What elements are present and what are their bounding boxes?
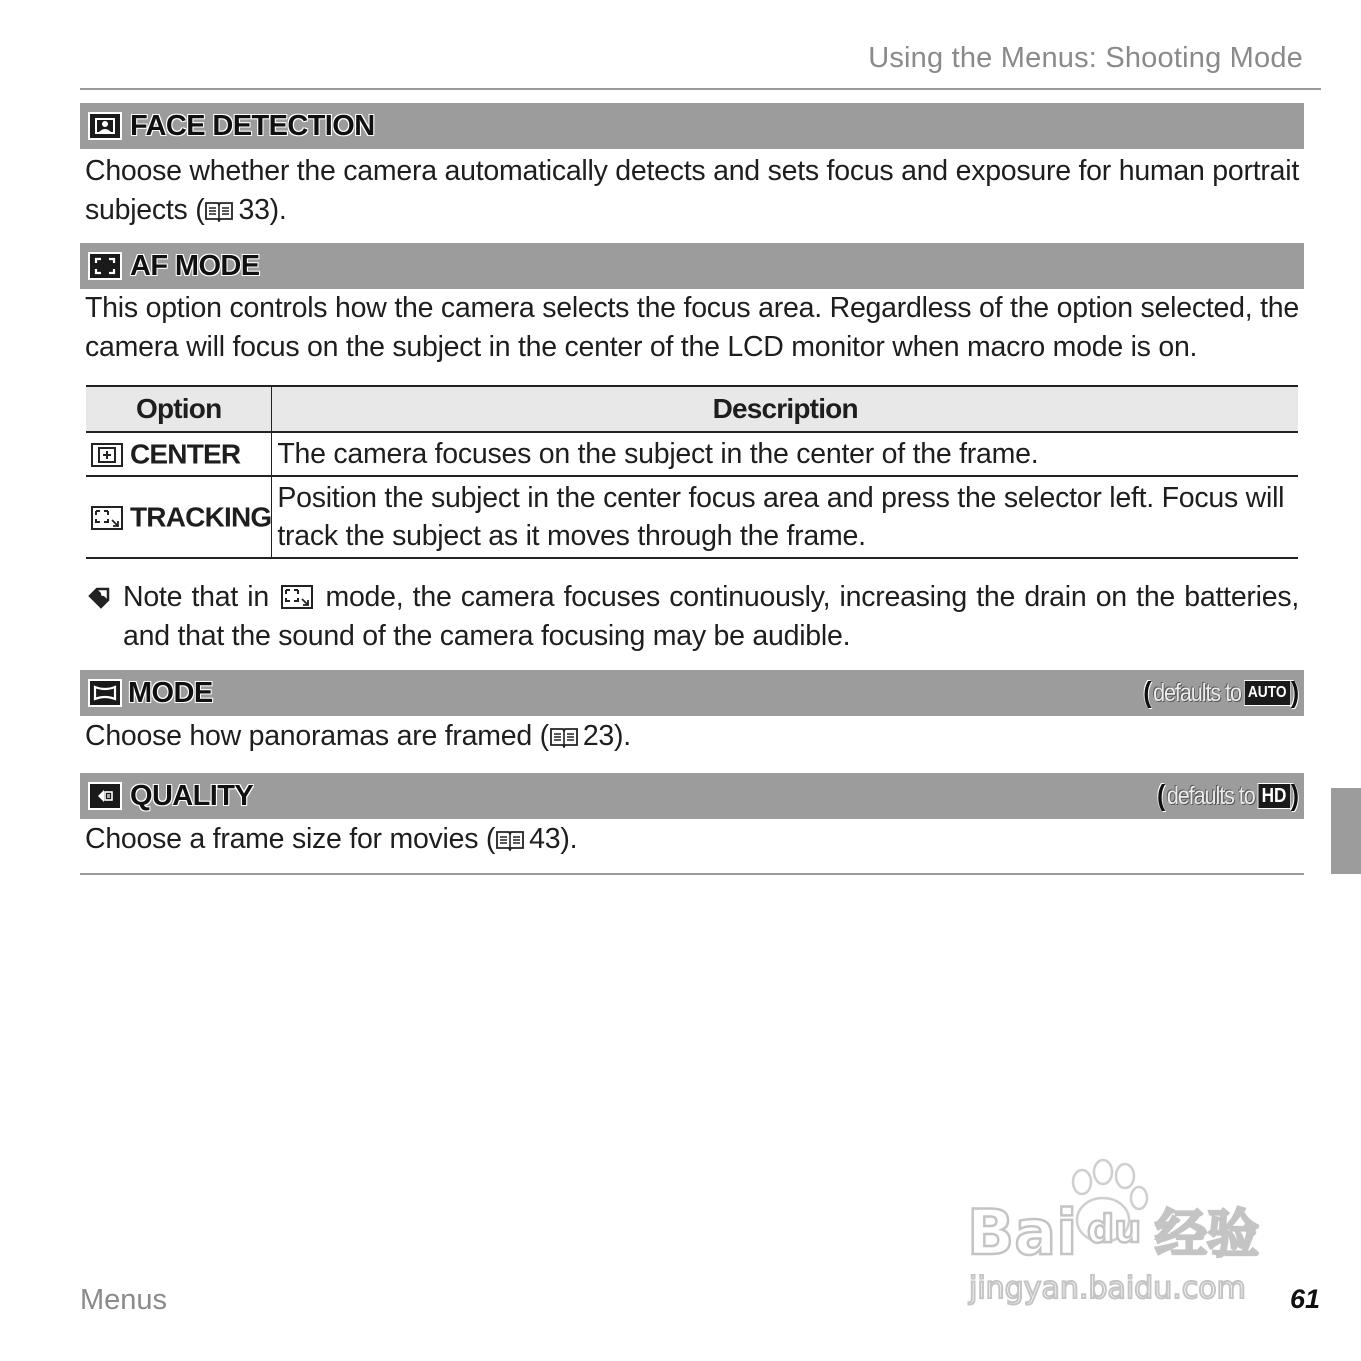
panorama-default: ( defaults to AUTO ) <box>1143 676 1298 709</box>
book-reference-icon <box>204 200 234 222</box>
svg-text:Bai: Bai <box>967 1196 1078 1269</box>
face-detection-icon <box>88 112 122 140</box>
option-cell <box>86 432 272 476</box>
defaults-label: defaults to <box>1152 678 1241 707</box>
svg-text:经验: 经验 <box>1155 1205 1260 1265</box>
note-icon <box>87 586 111 610</box>
center-focus-icon <box>90 442 124 468</box>
tracking-mode-icon <box>280 584 314 610</box>
movie-quality-icon <box>88 782 122 810</box>
default-hd-badge: HD <box>1257 783 1290 809</box>
header-rule <box>80 88 1321 90</box>
svg-text:du: du <box>1087 1207 1142 1251</box>
book-reference-icon <box>549 726 579 748</box>
option-cell <box>86 476 272 558</box>
movie-quality-description: Choose a frame size for movies ( 43). <box>85 823 578 855</box>
option-name: TRACKING <box>130 501 272 533</box>
note-text: Note that in mode, the camera focuses continuously, increasing the drain on the batteries, and that the sound of the camera focusing may be audible. <box>123 581 1300 652</box>
table-header-description: Description <box>272 386 1298 432</box>
table-row <box>86 432 1298 476</box>
movie-quality-default: ( defaults to HD ) <box>1156 779 1298 812</box>
af-mode-description: This option controls how the camera selects the focus area. Regardless of the option selected, the camera will focus on the subject in the center of the LCD monitor when macro mode is on. <box>85 292 1299 363</box>
af-mode-options-table <box>86 385 1298 559</box>
tracking-focus-icon <box>90 505 124 531</box>
footer-section-name: Menus <box>80 1284 168 1316</box>
af-frame-icon <box>88 252 122 280</box>
panorama-icon <box>88 679 122 707</box>
tracking-note <box>85 578 1299 655</box>
chapter-side-tab <box>1331 788 1361 874</box>
table-header-option: Option <box>86 386 272 432</box>
movie-quality-title: QUALITY <box>130 779 254 812</box>
option-description: Position the subject in the center focus area and press the selector left. Focus will track the subject as it moves through the frame. <box>272 476 1298 558</box>
face-detection-description: Choose whether the camera automatically detects and sets focus and exposure for human portrait subjects ( 33). <box>85 155 1299 226</box>
page-number: 61 <box>1290 1284 1321 1314</box>
book-reference-icon <box>495 829 525 851</box>
defaults-label: defaults to <box>1166 781 1255 810</box>
movie-quality-bar <box>80 773 1304 819</box>
af-mode-bar <box>80 243 1304 289</box>
page-ref: 43 <box>529 823 561 855</box>
panorama-mode-bar <box>80 670 1304 716</box>
baidu-jingyan-watermark <box>965 1158 1295 1308</box>
af-mode-title: AF MODE <box>130 249 260 282</box>
panorama-mode-title: MODE <box>128 676 213 709</box>
face-detection-title: FACE DETECTION <box>130 109 375 142</box>
running-header: Using the Menus: Shooting Mode <box>868 42 1303 74</box>
default-auto-badge: AUTO <box>1243 680 1290 706</box>
panorama-mode-description: Choose how panoramas are framed ( 23). <box>85 720 631 752</box>
table-row <box>86 476 1298 558</box>
option-description: The camera focuses on the subject in the center of the frame. <box>272 432 1298 476</box>
option-name: CENTER <box>130 438 241 470</box>
svg-text:jingyan.baidu.com: jingyan.baidu.com <box>969 1271 1246 1306</box>
page-ref: 33 <box>238 193 270 226</box>
page-ref: 23 <box>582 720 615 752</box>
face-detection-bar <box>80 103 1304 149</box>
section-end-rule <box>80 873 1304 875</box>
